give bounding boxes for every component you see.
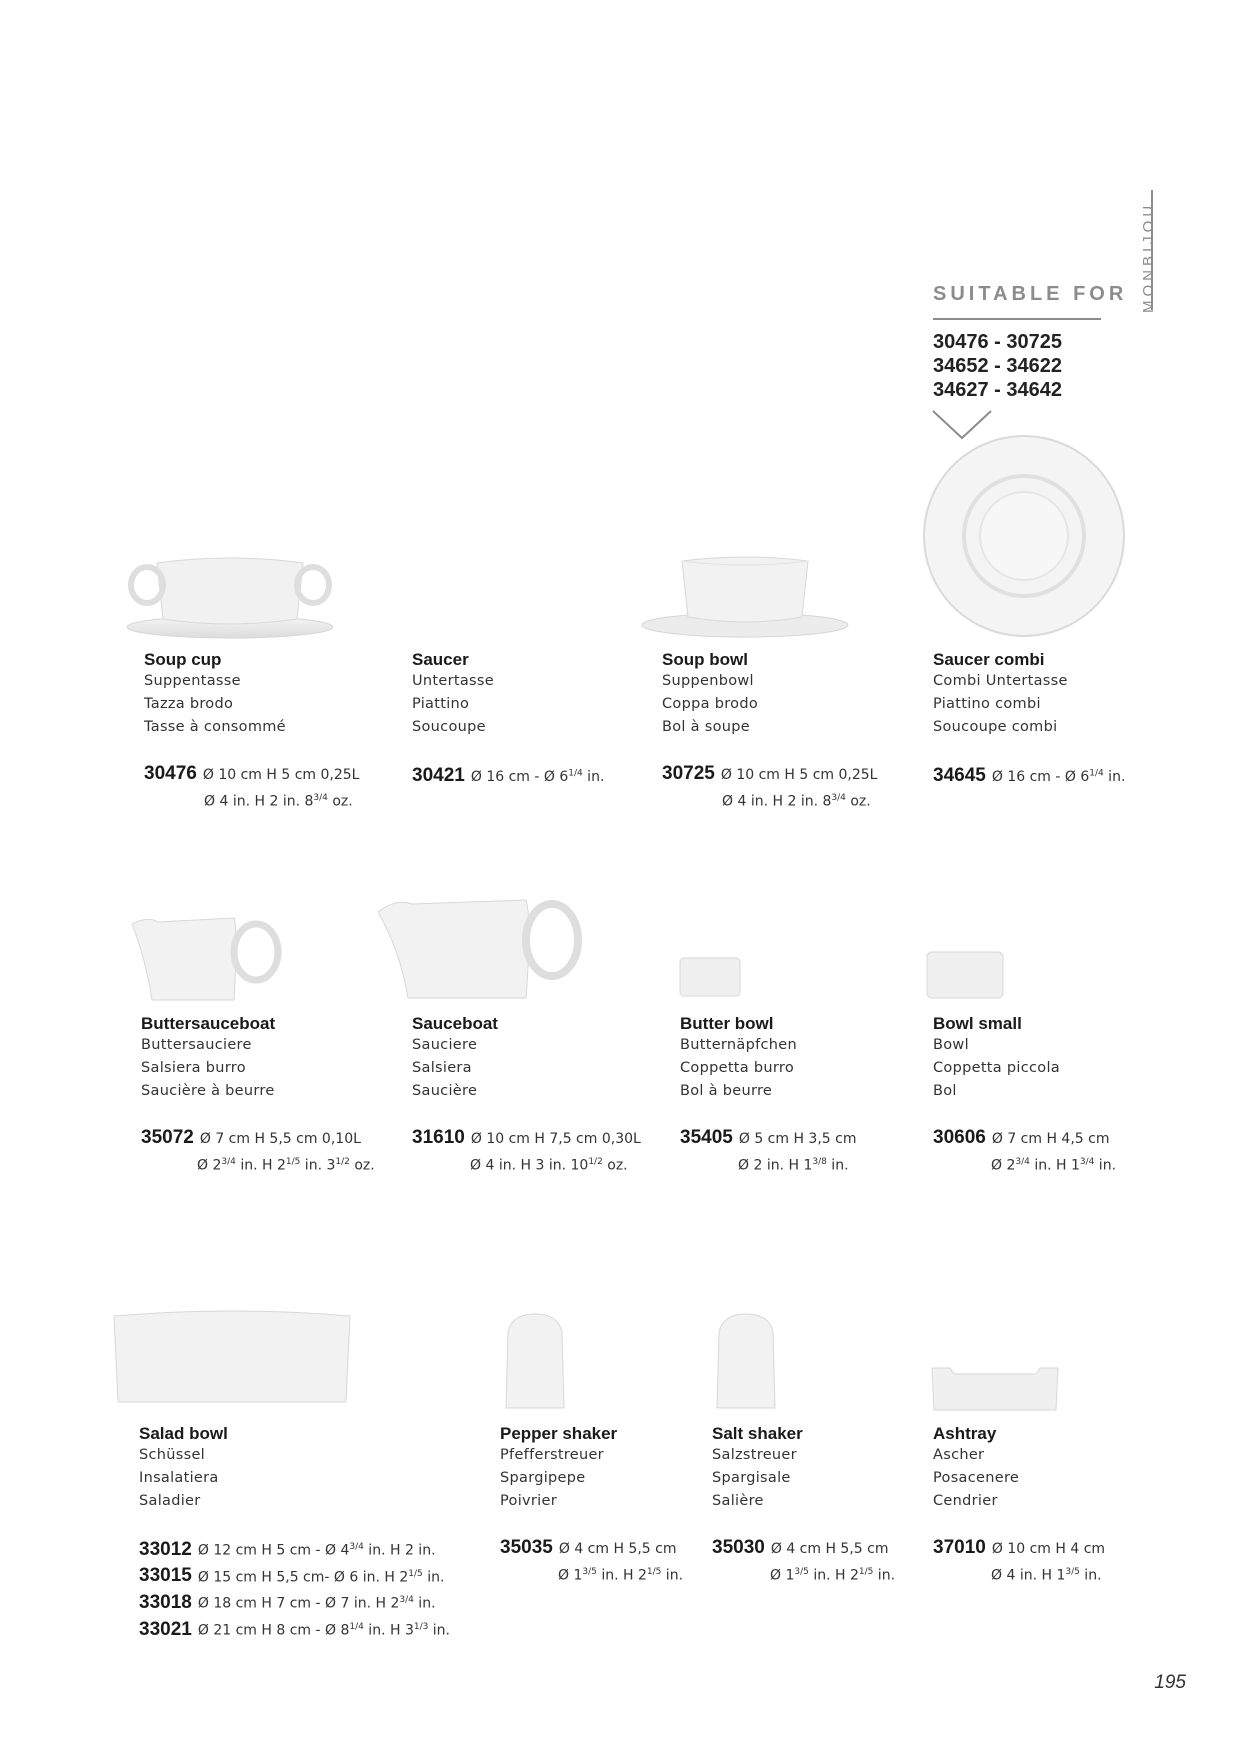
product-spec-row: 33012 Ø 12 cm H 5 cm - Ø $4^{3/4}$ in. H 2 in.: [139, 1538, 436, 1560]
product-code: 31610: [412, 1127, 465, 1148]
product-code: 30421: [412, 764, 465, 786]
product-spec: [144, 762, 359, 814]
product-name-fr: Saucière à beurre: [141, 1083, 275, 1099]
product-dim: Ø 16 cm - Ø $6^{1/4}$ in.: [991, 768, 1126, 785]
sauceboat-image: [376, 890, 596, 1002]
product-name-de: Schüssel: [139, 1447, 206, 1463]
product-ashtray: [933, 1424, 1019, 1513]
suitable-title: SUITABLE FOR: [933, 283, 1128, 305]
product-spec-row: 33018 Ø 18 cm H 7 cm - Ø 7 in. H $2^{3/4}$ in.: [139, 1591, 436, 1613]
product-name-it: Insalatiera: [139, 1470, 219, 1486]
product-title: Salt shaker: [712, 1424, 803, 1443]
product-spec: [680, 1126, 856, 1178]
product-salad-bowl: [139, 1424, 228, 1513]
product-title: Salad bowl: [139, 1424, 228, 1443]
product-name-de: Butternäpfchen: [680, 1037, 797, 1053]
product-name-fr: Cendrier: [933, 1493, 998, 1509]
product-dim: Ø 5 cm H 3,5 cm: [738, 1131, 857, 1147]
product-name-fr: Saladier: [139, 1493, 201, 1509]
product-code: 30606: [933, 1127, 986, 1148]
page-number: 195: [1154, 1672, 1186, 1693]
product-soup-cup: [144, 650, 286, 739]
product-spec: [933, 1536, 1105, 1588]
product-name-fr: Bol à beurre: [680, 1083, 773, 1099]
product-name-de: Ascher: [933, 1447, 985, 1463]
product-dim-imperial: Ø 4 in. H $1^{3/5}$ in.: [991, 1567, 1102, 1584]
product-code: 35030: [712, 1537, 765, 1558]
product-code: 30725: [662, 763, 715, 784]
product-dim: Ø 4 cm H 5,5 cm: [770, 1541, 889, 1557]
product-name-fr: Poivrier: [500, 1493, 557, 1509]
soup-bowl-image: [640, 555, 850, 641]
product-code: 30476: [144, 763, 197, 784]
product-dim-imperial: Ø 4 in. H 2 in. $8^{3/4}$ oz.: [722, 793, 871, 810]
buttersauceboat-image: [128, 910, 290, 1005]
product-title: Saucer: [412, 650, 469, 669]
product-pepper-shaker: [500, 1424, 617, 1513]
salad-bowl-image: [112, 1310, 352, 1406]
product-name-it: Coppa brodo: [662, 696, 758, 712]
product-spec-row: 33021 Ø 21 cm H 8 cm - Ø $8^{1/4}$ in. H $3^{1/3}$ in.: [139, 1618, 451, 1640]
saucer-combi-image: [921, 433, 1127, 639]
product-soup-bowl: [662, 650, 758, 739]
product-spec: [933, 762, 1125, 789]
product-name-de: Salzstreuer: [712, 1447, 797, 1463]
product-name-fr: Salière: [712, 1493, 764, 1509]
product-title: Buttersauceboat: [141, 1014, 276, 1033]
product-name-de: Sauciere: [412, 1037, 478, 1053]
product-title: Bowl small: [933, 1014, 1022, 1033]
product-dim-imperial: Ø 4 in. H 2 in. $8^{3/4}$ oz.: [204, 793, 353, 810]
product-title: Pepper shaker: [500, 1424, 618, 1443]
side-label-text: MONBIJOU: [1140, 201, 1157, 313]
product-title: Soup bowl: [662, 650, 748, 669]
product-bowl-small: [933, 1014, 1060, 1103]
product-spec: [141, 1126, 375, 1178]
product-name-de: Combi Untertasse: [933, 673, 1068, 689]
product-dim-imperial: Ø $2^{3/4}$ in. H $1^{3/4}$ in.: [991, 1157, 1117, 1174]
product-name-it: Piattino combi: [933, 696, 1041, 712]
product-name-it: Posacenere: [933, 1470, 1020, 1486]
product-code: 34645: [933, 764, 986, 786]
product-spec: [933, 1126, 1116, 1178]
product-name-de: Untertasse: [412, 673, 494, 689]
product-dim-imperial: Ø 4 in. H 3 in. $10^{1/2}$ oz.: [470, 1157, 628, 1174]
suitable-line: 30476 - 30725: [933, 331, 1063, 353]
product-sauceboat: [412, 1014, 498, 1103]
product-spec-row: 33015 Ø 15 cm H 5,5 cm- Ø 6 in. H $2^{1/5}$ in.: [139, 1565, 445, 1587]
product-name-fr: Saucière: [412, 1083, 478, 1099]
product-name-it: Salsiera burro: [141, 1060, 246, 1076]
product-name-de: Suppenbowl: [662, 673, 754, 689]
product-name-de: Bowl: [933, 1037, 969, 1053]
product-code: 37010: [933, 1537, 986, 1558]
suitable-line: 34652 - 34622: [933, 355, 1063, 377]
product-name-fr: Soucoupe combi: [933, 719, 1058, 735]
product-title: Sauceboat: [412, 1014, 498, 1033]
product-title: Ashtray: [933, 1424, 997, 1443]
bowl-small-image: [925, 950, 1005, 1000]
suitable-line: 34627 - 34642: [933, 379, 1063, 401]
product-butter-bowl: [680, 1014, 797, 1103]
product-name-it: Spargipepe: [500, 1470, 586, 1486]
product-code: 35035: [500, 1537, 553, 1558]
product-dim: Ø 10 cm H 5 cm 0,25L: [720, 767, 878, 783]
suitable-divider: [933, 318, 1101, 320]
soup-cup-image: [125, 555, 335, 641]
product-code: 33018: [139, 1591, 192, 1613]
product-name-it: Spargisale: [712, 1470, 791, 1486]
pepper-shaker-image: [502, 1312, 568, 1412]
product-name-it: Coppetta burro: [680, 1060, 795, 1076]
product-name-de: Suppentasse: [144, 673, 241, 689]
product-dim-imperial: Ø $2^{3/4}$ in. H $2^{1/5}$ in. $3^{1/2}$ oz.: [197, 1157, 375, 1174]
salt-shaker-image: [713, 1312, 779, 1412]
product-spec-list: [139, 1536, 450, 1643]
product-buttersauceboat: [141, 1014, 275, 1103]
product-code: 35405: [680, 1127, 733, 1148]
product-spec: [662, 762, 877, 814]
product-dim: Ø 7 cm H 4,5 cm: [991, 1131, 1110, 1147]
product-code: 35072: [141, 1127, 194, 1148]
product-code: 33015: [139, 1565, 192, 1587]
product-title: Butter bowl: [680, 1014, 774, 1033]
product-name-it: Tazza brodo: [144, 696, 234, 712]
product-name-fr: Bol à soupe: [662, 719, 750, 735]
ashtray-image: [930, 1364, 1060, 1412]
butter-bowl-image: [678, 956, 742, 998]
product-dim: Ø 4 cm H 5,5 cm: [558, 1541, 677, 1557]
product-name-de: Pfefferstreuer: [500, 1447, 604, 1463]
product-dim: Ø 7 cm H 5,5 cm 0,10L: [199, 1131, 361, 1147]
product-spec: [712, 1536, 895, 1588]
product-spec: [412, 1126, 641, 1178]
product-saucer: [412, 650, 494, 739]
product-dim: Ø 10 cm H 4 cm: [991, 1541, 1106, 1557]
product-dim: Ø 16 cm - Ø $6^{1/4}$ in.: [470, 768, 605, 785]
product-dim-imperial: Ø $1^{3/5}$ in. H $2^{1/5}$ in.: [770, 1567, 896, 1584]
product-title: Saucer combi: [933, 650, 1045, 669]
suitable-codes: [933, 330, 1062, 402]
product-salt-shaker: [712, 1424, 803, 1513]
product-name-de: Buttersauciere: [141, 1037, 252, 1053]
product-spec: [412, 762, 604, 789]
product-dim: Ø 10 cm H 5 cm 0,25L: [202, 767, 360, 783]
product-dim-imperial: Ø 2 in. H $1^{3/8}$ in.: [738, 1157, 849, 1174]
product-name-fr: Soucoupe: [412, 719, 486, 735]
product-dim: Ø 10 cm H 7,5 cm 0,30L: [470, 1131, 641, 1147]
product-name-it: Salsiera: [412, 1060, 472, 1076]
product-name-fr: Bol: [933, 1083, 957, 1099]
product-code: 33021: [139, 1618, 192, 1640]
product-name-fr: Tasse à consommé: [144, 719, 286, 735]
product-dim-imperial: Ø $1^{3/5}$ in. H $2^{1/5}$ in.: [558, 1567, 684, 1584]
product-title: Soup cup: [144, 650, 222, 669]
product-name-it: Piattino: [412, 696, 470, 712]
product-code: 33012: [139, 1538, 192, 1560]
product-name-it: Coppetta piccola: [933, 1060, 1060, 1076]
product-spec: [500, 1536, 683, 1588]
product-saucer-combi: [933, 650, 1068, 739]
